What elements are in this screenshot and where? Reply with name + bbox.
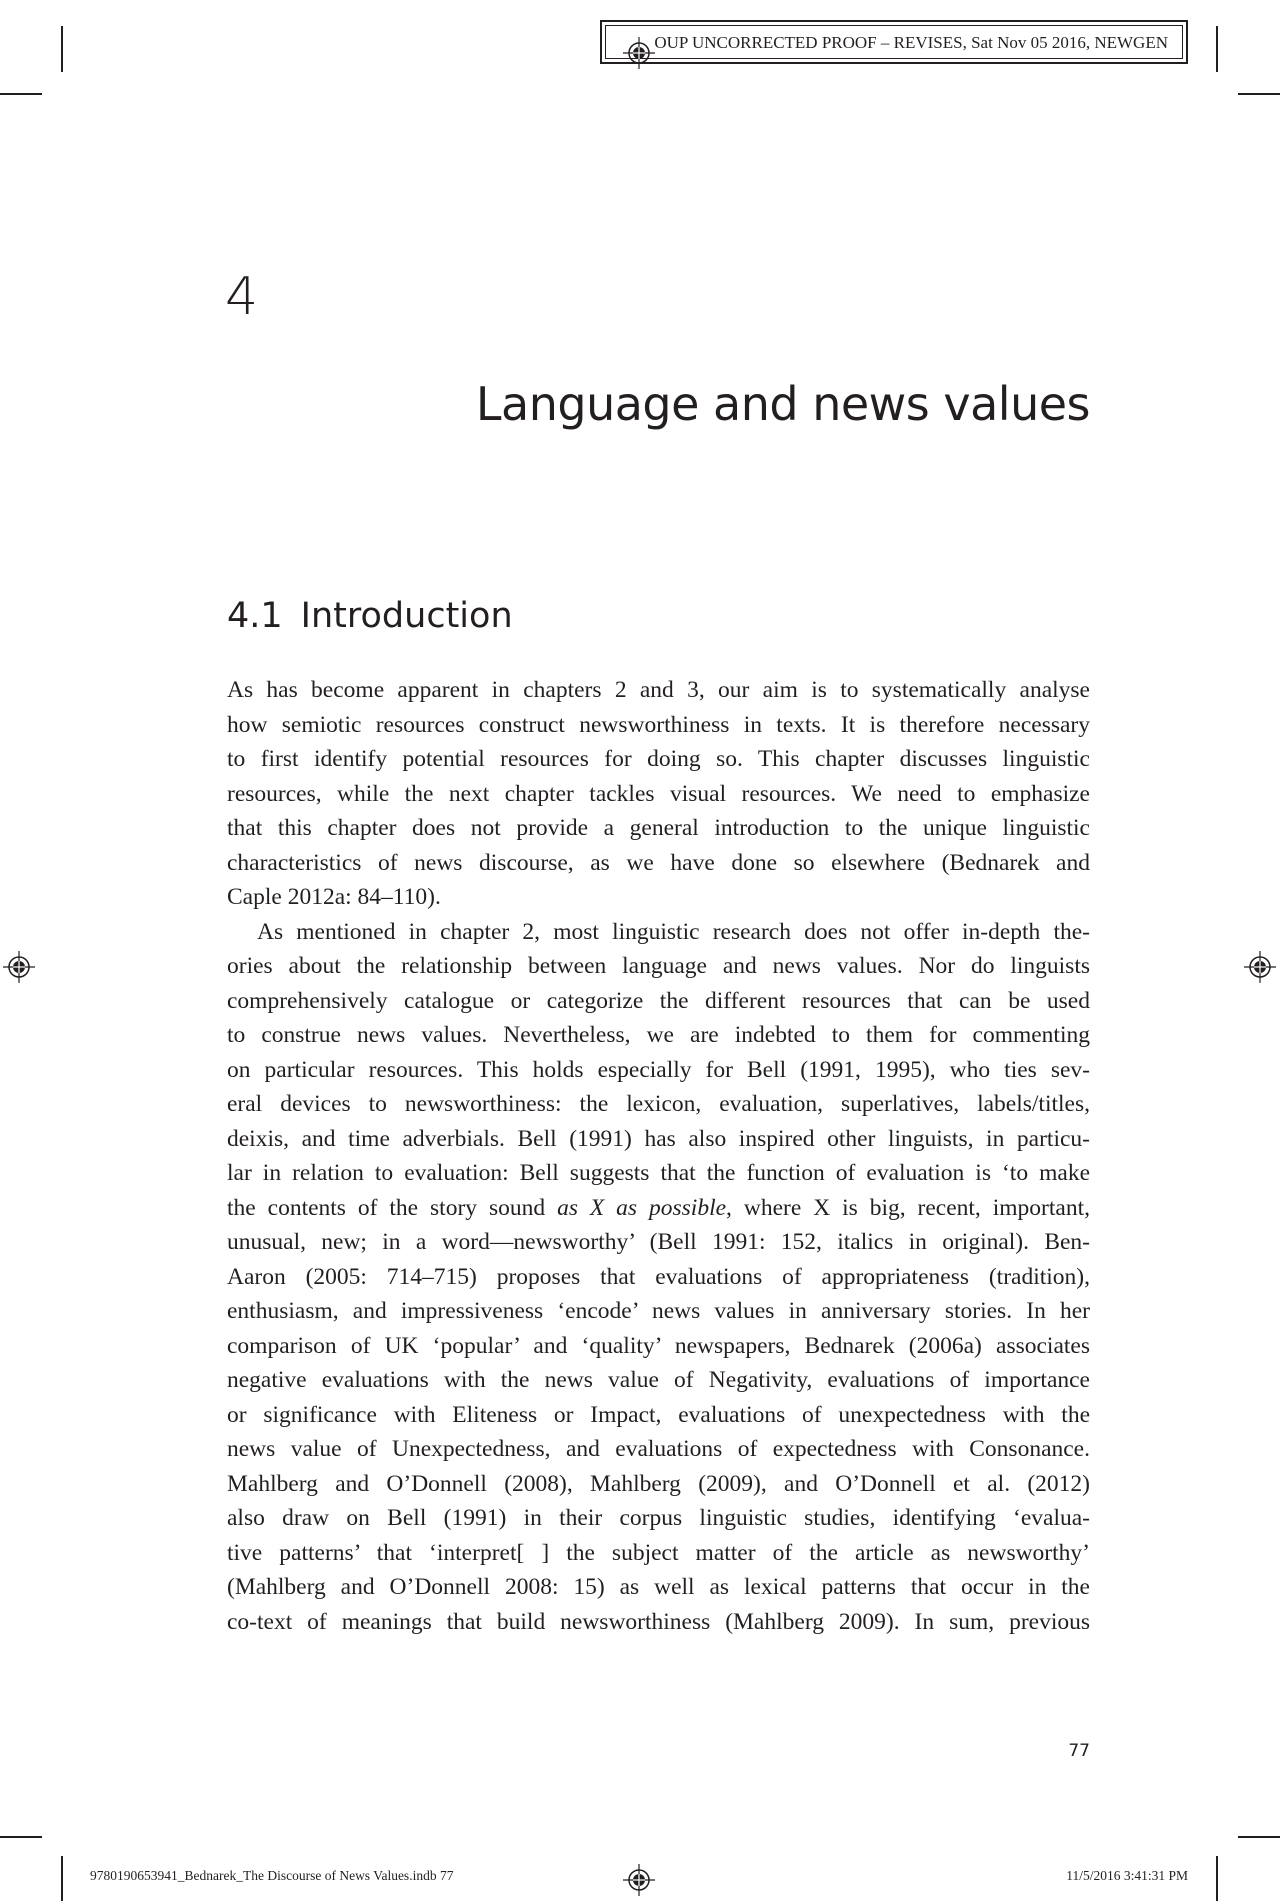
text-line: to first identify potential resources for doing so. This chapter discusses linguistic bbox=[227, 746, 1090, 772]
page-number: 77 bbox=[1068, 1741, 1090, 1761]
text-line: to construe news values. Nevertheless, we are indebted to them for commenting bbox=[227, 1022, 1090, 1048]
crop-mark bbox=[0, 93, 42, 95]
footer-timestamp: 11/5/2016 3:41:31 PM bbox=[1066, 1868, 1188, 1883]
footer-file-name: 9780190653941_Bednarek_The Discourse of News Values.indb 77 bbox=[90, 1868, 454, 1883]
text-line: lar in relation to evaluation: Bell suggests that the function of evaluation is ‘to make bbox=[227, 1160, 1090, 1186]
text-line: news value of Unexpectedness, and evaluations of expectedness with Consonance. bbox=[227, 1436, 1090, 1462]
registration-mark-icon bbox=[623, 37, 655, 69]
crop-mark bbox=[1238, 93, 1280, 95]
text-line: Mahlberg and O’Donnell (2008), Mahlberg (2009), and O’Donnell et al. (2012) bbox=[227, 1470, 1090, 1497]
text-line: comparison of UK ‘popular’ and ‘quality’ newspapers, Bednarek (2006a) associates bbox=[227, 1332, 1090, 1359]
text-line: As has become apparent in chapters 2 and 3, our aim is to systematically analyse bbox=[227, 677, 1090, 703]
text-line: eral devices to newsworthiness: the lexicon, evaluation, superlatives, labels/titles, bbox=[227, 1091, 1090, 1117]
crop-mark bbox=[0, 1836, 42, 1838]
text-line: how semiotic resources construct newsworthiness in texts. It is therefore necessary bbox=[227, 711, 1090, 738]
text-line: unusual, new; in a word—newsworthy’ (Bell 1991: 152, italics in original). Ben- bbox=[227, 1229, 1090, 1255]
paragraph-2 bbox=[227, 915, 1090, 1640]
registration-mark-icon bbox=[3, 951, 35, 983]
crop-mark bbox=[1238, 1836, 1280, 1838]
text-line: also draw on Bell (1991) in their corpus linguistic studies, identifying ‘evalua- bbox=[227, 1505, 1090, 1531]
section-title: Introduction bbox=[300, 596, 513, 636]
text-line: comprehensively catalogue or categorize the different resources that can be used bbox=[227, 987, 1090, 1014]
text-line: resources, while the next chapter tackles visual resources. We need to emphasize bbox=[227, 780, 1090, 807]
crop-mark bbox=[1216, 1856, 1218, 1901]
text-line: co-text of meanings that build newsworthiness (Mahlberg 2009). In sum, previous bbox=[227, 1608, 1090, 1635]
text-line: on particular resources. This holds especially for Bell (1991, 1995), who ties sev- bbox=[227, 1056, 1090, 1083]
text-line: negative evaluations with the news value of Negativity, evaluations of importance bbox=[227, 1367, 1090, 1393]
text-line: Caple 2012a: 84–110). bbox=[227, 884, 441, 910]
text-line: As mentioned in chapter 2, most linguistic research does not offer in-depth the- bbox=[257, 918, 1090, 945]
crop-mark bbox=[61, 1856, 63, 1901]
proof-header-label: OUP UNCORRECTED PROOF – REVISES, Sat Nov 05 2016, NEWGEN bbox=[605, 25, 1183, 59]
text-line: characteristics of news discourse, as we have done so elsewhere (Bednarek and bbox=[227, 849, 1090, 876]
chapter-number: 4 bbox=[225, 267, 259, 327]
chapter-title: Language and news values bbox=[475, 377, 1090, 431]
registration-mark-icon bbox=[623, 1864, 655, 1896]
text-line: or significance with Eliteness or Impact, evaluations of unexpectedness with the bbox=[227, 1401, 1090, 1428]
italic-phrase: as X as possible bbox=[557, 1194, 727, 1221]
crop-mark bbox=[61, 26, 63, 72]
text-line: enthusiasm, and impressiveness ‘encode’ news values in anniversary stories. In her bbox=[227, 1298, 1090, 1324]
section-heading bbox=[227, 592, 513, 640]
text-line: deixis, and time adverbials. Bell (1991) has also inspired other linguists, in particu- bbox=[227, 1125, 1090, 1152]
text-line-with-italic: the contents of the story sound as X as possible, where X is big, recent, important, bbox=[227, 1194, 1090, 1221]
text-line: tive patterns’ that ‘interpret[ ] the subject matter of the article as newsworthy’ bbox=[227, 1539, 1090, 1566]
text-line: (Mahlberg and O’Donnell 2008: 15) as well as lexical patterns that occur in the bbox=[227, 1574, 1090, 1600]
text-line: Aaron (2005: 714–715) proposes that evaluations of appropriateness (tradition), bbox=[227, 1263, 1090, 1290]
body-text bbox=[227, 673, 1090, 1639]
crop-mark bbox=[1216, 26, 1218, 72]
section-number: 4.1 bbox=[227, 596, 283, 636]
paragraph-1 bbox=[227, 673, 1090, 915]
proof-header-box bbox=[600, 20, 1188, 64]
registration-mark-icon bbox=[1244, 951, 1276, 983]
text-line: that this chapter does not provide a general introduction to the unique linguistic bbox=[227, 815, 1090, 841]
text-line: ories about the relationship between language and news values. Nor do linguists bbox=[227, 953, 1090, 979]
